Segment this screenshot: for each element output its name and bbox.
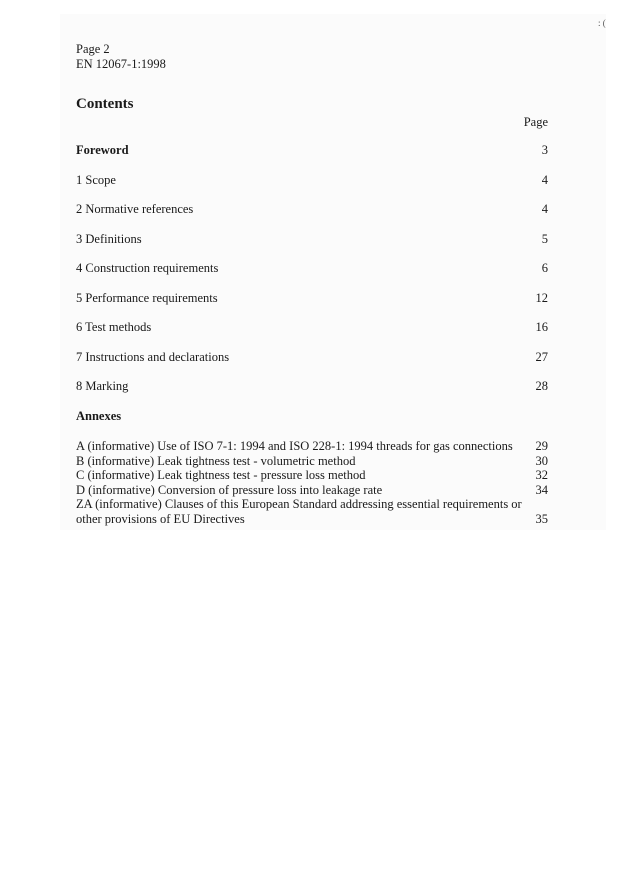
standard-id-header: EN 12067-1:1998 [76, 57, 166, 71]
toc-annex-page: 30 [535, 453, 548, 468]
toc-annex-label: C (informative) Leak tightness test - pressure loss method [76, 468, 366, 483]
toc-entry-test-methods[interactable] [76, 320, 548, 334]
toc-annex-za[interactable] [76, 497, 548, 512]
toc-annex-za-continued[interactable] [76, 512, 548, 527]
toc-annex-page: 32 [535, 468, 548, 483]
toc-entry-label: 4 Construction requirements [76, 261, 219, 275]
toc-entry-page: 28 [535, 379, 548, 393]
toc-entry-page: 16 [535, 320, 548, 334]
toc-entry-page: 3 [541, 143, 548, 157]
toc-annex-page: 34 [535, 482, 548, 497]
toc-entry-instructions-declarations[interactable] [76, 350, 548, 364]
page-number-header: Page 2 [76, 42, 110, 56]
toc-annex-label: D (informative) Conversion of pressure loss into leakage rate [76, 482, 383, 497]
toc-entry-label: 2 Normative references [76, 202, 194, 216]
toc-entry-page: 27 [535, 350, 548, 364]
toc-annex-page: 29 [535, 439, 548, 453]
toc-entry-label: 8 Marking [76, 379, 129, 393]
annexes-heading [76, 409, 548, 423]
toc-entry-construction-requirements[interactable] [76, 261, 548, 275]
toc-annex-page: 35 [535, 512, 548, 526]
toc-annex-label: ZA (informative) Clauses of this European Standard addressing essential requirements or [76, 497, 522, 512]
contents-title: Contents [76, 96, 134, 112]
toc-entry-scope[interactable] [76, 173, 548, 187]
toc-entry-foreword[interactable] [76, 143, 548, 157]
toc-entry-label: Foreword [76, 143, 129, 157]
toc-annex-b[interactable] [76, 454, 548, 469]
toc-entry-label: 3 Definitions [76, 232, 142, 246]
toc-entry-page: 12 [535, 291, 548, 305]
toc-annex-a[interactable] [76, 439, 548, 454]
toc-entry-label: 5 Performance requirements [76, 291, 218, 305]
toc-entry-page: 4 [541, 202, 548, 216]
toc-entry-label: 1 Scope [76, 173, 116, 187]
toc-entry-performance-requirements[interactable] [76, 291, 548, 305]
toc-entry-definitions[interactable] [76, 232, 548, 246]
toc-annex-c[interactable] [76, 468, 548, 483]
toc-entry-page: 4 [541, 173, 548, 187]
toc-entry-marking[interactable] [76, 379, 548, 393]
toc-entry-normative-references[interactable] [76, 202, 548, 216]
corner-scan-mark: : ( [598, 18, 606, 28]
page-column-heading: Page [523, 115, 548, 129]
annexes-heading-label: Annexes [76, 409, 122, 423]
toc-entry-page: 6 [541, 261, 548, 275]
toc-entry-page: 5 [541, 232, 548, 246]
toc-entry-label: 6 Test methods [76, 320, 152, 334]
toc-annex-label: other provisions of EU Directives [76, 512, 245, 526]
toc-annex-d[interactable] [76, 483, 548, 498]
toc-entry-label: 7 Instructions and declarations [76, 350, 230, 364]
toc-annex-label: A (informative) Use of ISO 7-1: 1994 and ISO 228-1: 1994 threads for gas connections [76, 439, 513, 453]
toc-annex-label: B (informative) Leak tightness test - volumetric method [76, 453, 356, 468]
